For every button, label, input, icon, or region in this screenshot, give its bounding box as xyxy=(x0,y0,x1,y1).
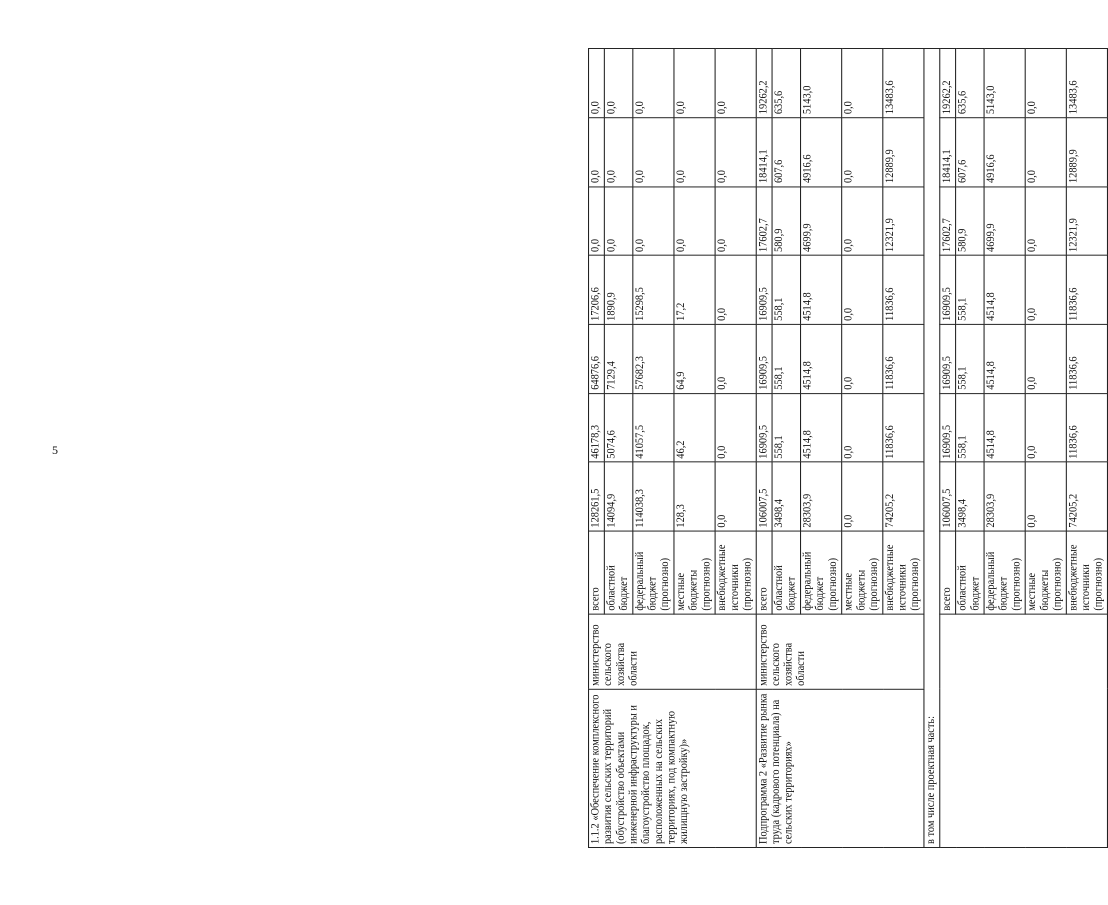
value-cell: 4699,9 xyxy=(801,187,842,256)
value-cell: 128261,5 xyxy=(589,462,605,531)
value-cell: 0,0 xyxy=(1025,49,1066,118)
funding-source-cell: внебюджетные источники (прогнозно) xyxy=(1066,531,1107,614)
value-cell: 0,0 xyxy=(1025,255,1066,324)
value-cell: 0,0 xyxy=(674,118,715,187)
budget-table xyxy=(588,48,1108,848)
value-cell: 4514,8 xyxy=(801,255,842,324)
value-cell: 635,6 xyxy=(772,49,800,118)
value-cell: 19262,2 xyxy=(756,49,772,118)
value-cell: 0,0 xyxy=(1025,393,1066,462)
value-cell: 0,0 xyxy=(842,187,883,256)
executor-cell: министерство сельского хозяйства области xyxy=(589,614,757,689)
value-cell: 11836,6 xyxy=(883,255,924,324)
value-cell: 0,0 xyxy=(842,49,883,118)
value-cell: 0,0 xyxy=(842,255,883,324)
value-cell: 12889,9 xyxy=(883,118,924,187)
value-cell: 0,0 xyxy=(633,118,674,187)
value-cell: 74205,2 xyxy=(883,462,924,531)
value-cell: 558,1 xyxy=(772,393,800,462)
value-cell: 41057,5 xyxy=(633,393,674,462)
program-name-cell: 1.1.2 «Обеспечение комплексного развития сельских территорий (обустройство объектами инженерной инфраструктуры и благоустройство площадок, расположенных на сельских территориях, под компактную жилищную застройку)» xyxy=(589,689,757,847)
value-cell: 7129,4 xyxy=(604,324,632,393)
value-cell: 12889,9 xyxy=(1066,118,1107,187)
value-cell: 46,2 xyxy=(674,393,715,462)
value-cell: 128,3 xyxy=(674,462,715,531)
program-name-cell: Подпрограмма 2 «Развитие рынка труда (кадрового потенциала) на сельских территориях» xyxy=(756,689,924,847)
value-cell: 19262,2 xyxy=(940,49,956,118)
subsection-label-row xyxy=(924,49,940,848)
value-cell: 4514,8 xyxy=(984,255,1025,324)
page-number: 5 xyxy=(52,443,58,457)
value-cell: 64876,6 xyxy=(589,324,605,393)
value-cell: 74205,2 xyxy=(1066,462,1107,531)
value-cell: 0,0 xyxy=(589,187,605,256)
value-cell: 4514,8 xyxy=(801,393,842,462)
value-cell: 28303,9 xyxy=(801,462,842,531)
value-cell: 64,9 xyxy=(674,324,715,393)
value-cell: 16909,5 xyxy=(756,324,772,393)
value-cell: 0,0 xyxy=(715,324,756,393)
value-cell: 558,1 xyxy=(772,255,800,324)
value-cell: 17602,7 xyxy=(756,187,772,256)
value-cell: 17602,7 xyxy=(940,187,956,256)
value-cell: 558,1 xyxy=(956,393,984,462)
funding-source-cell: федеральный бюджет (прогнозно) xyxy=(984,531,1025,614)
value-cell: 0,0 xyxy=(842,462,883,531)
value-cell: 3498,4 xyxy=(772,462,800,531)
value-cell: 0,0 xyxy=(715,49,756,118)
value-cell: 0,0 xyxy=(604,49,632,118)
value-cell: 5143,0 xyxy=(984,49,1025,118)
value-cell: 0,0 xyxy=(1025,187,1066,256)
value-cell: 0,0 xyxy=(715,393,756,462)
funding-source-cell: местные бюджеты (прогнозно) xyxy=(674,531,715,614)
value-cell: 11836,6 xyxy=(1066,255,1107,324)
value-cell: 16909,5 xyxy=(940,393,956,462)
value-cell: 0,0 xyxy=(842,393,883,462)
value-cell: 57682,3 xyxy=(633,324,674,393)
funding-source-cell: местные бюджеты (прогнозно) xyxy=(1025,531,1066,614)
funding-source-cell: местные бюджеты (прогнозно) xyxy=(842,531,883,614)
value-cell: 11836,6 xyxy=(883,393,924,462)
subsection-label: в том числе проектная часть: xyxy=(924,49,940,848)
value-cell: 16909,5 xyxy=(940,255,956,324)
funding-source-cell: областной бюджет xyxy=(604,531,632,614)
value-cell: 558,1 xyxy=(956,255,984,324)
value-cell: 18414,1 xyxy=(940,118,956,187)
value-cell: 0,0 xyxy=(633,187,674,256)
value-cell: 1890,9 xyxy=(604,255,632,324)
value-cell: 0,0 xyxy=(604,118,632,187)
value-cell: 4514,8 xyxy=(984,393,1025,462)
value-cell: 17206,6 xyxy=(589,255,605,324)
value-cell: 18414,1 xyxy=(756,118,772,187)
executor-cell: министерство сельского хозяйства области xyxy=(756,614,924,689)
table-row xyxy=(940,49,956,848)
value-cell: 28303,9 xyxy=(984,462,1025,531)
value-cell: 12321,9 xyxy=(1066,187,1107,256)
value-cell: 0,0 xyxy=(842,118,883,187)
value-cell: 3498,4 xyxy=(956,462,984,531)
table-row xyxy=(589,49,605,848)
value-cell: 46178,3 xyxy=(589,393,605,462)
value-cell: 4514,8 xyxy=(801,324,842,393)
value-cell: 0,0 xyxy=(604,187,632,256)
funding-source-cell: областной бюджет xyxy=(772,531,800,614)
empty-cell xyxy=(940,614,1108,847)
funding-source-cell: всего xyxy=(589,531,605,614)
value-cell: 12321,9 xyxy=(883,187,924,256)
value-cell: 14094,9 xyxy=(604,462,632,531)
value-cell: 0,0 xyxy=(1025,118,1066,187)
funding-source-cell: всего xyxy=(756,531,772,614)
funding-source-cell: внебюджетные источники (прогнозно) xyxy=(883,531,924,614)
value-cell: 0,0 xyxy=(1025,462,1066,531)
value-cell: 0,0 xyxy=(589,118,605,187)
value-cell: 4514,8 xyxy=(984,324,1025,393)
value-cell: 4916,6 xyxy=(984,118,1025,187)
value-cell: 13483,6 xyxy=(883,49,924,118)
value-cell: 114038,3 xyxy=(633,462,674,531)
value-cell: 13483,6 xyxy=(1066,49,1107,118)
funding-source-cell: всего xyxy=(940,531,956,614)
funding-source-cell: внебюджетные источники (прогнозно) xyxy=(715,531,756,614)
value-cell: 0,0 xyxy=(674,187,715,256)
value-cell: 0,0 xyxy=(715,118,756,187)
value-cell: 0,0 xyxy=(715,187,756,256)
funding-source-cell: федеральный бюджет (прогнозно) xyxy=(801,531,842,614)
value-cell: 0,0 xyxy=(589,49,605,118)
rotated-table-frame xyxy=(588,48,1108,848)
value-cell: 106007,5 xyxy=(940,462,956,531)
value-cell: 17,2 xyxy=(674,255,715,324)
value-cell: 15298,5 xyxy=(633,255,674,324)
value-cell: 558,1 xyxy=(772,324,800,393)
value-cell: 558,1 xyxy=(956,324,984,393)
value-cell: 16909,5 xyxy=(756,255,772,324)
value-cell: 106007,5 xyxy=(756,462,772,531)
value-cell: 0,0 xyxy=(842,324,883,393)
value-cell: 635,6 xyxy=(956,49,984,118)
value-cell: 0,0 xyxy=(715,462,756,531)
funding-source-cell: областной бюджет xyxy=(956,531,984,614)
value-cell: 11836,6 xyxy=(1066,324,1107,393)
value-cell: 0,0 xyxy=(1025,324,1066,393)
value-cell: 11836,6 xyxy=(883,324,924,393)
value-cell: 607,6 xyxy=(772,118,800,187)
value-cell: 0,0 xyxy=(674,49,715,118)
value-cell: 11836,6 xyxy=(1066,393,1107,462)
value-cell: 0,0 xyxy=(715,255,756,324)
value-cell: 5074,6 xyxy=(604,393,632,462)
funding-source-cell: федеральный бюджет (прогнозно) xyxy=(633,531,674,614)
table-row xyxy=(756,49,772,848)
value-cell: 580,9 xyxy=(772,187,800,256)
value-cell: 607,6 xyxy=(956,118,984,187)
value-cell: 4916,6 xyxy=(801,118,842,187)
value-cell: 16909,5 xyxy=(756,393,772,462)
value-cell: 580,9 xyxy=(956,187,984,256)
value-cell: 0,0 xyxy=(633,49,674,118)
value-cell: 5143,0 xyxy=(801,49,842,118)
value-cell: 16909,5 xyxy=(940,324,956,393)
value-cell: 4699,9 xyxy=(984,187,1025,256)
